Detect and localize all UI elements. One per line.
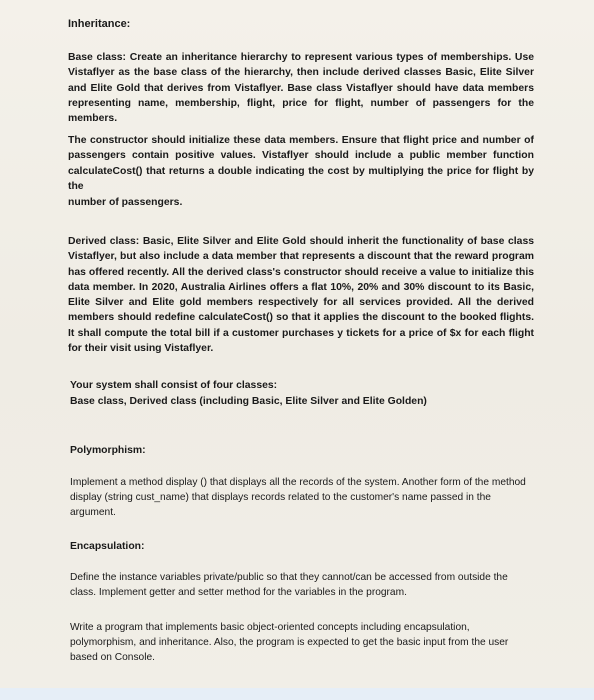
derived-class-paragraph	[68, 234, 534, 356]
derived-class-text: Basic, Elite Silver and Elite Gold should inherit the functionality of base class Vistaflyer, but also include a data member that represents a discount that the reward program has offered recently. All the derived class's constructor should receive a value to initialize this data member. In 2020, Australia Airlines offers a flat 10%, 20% and 30% discount to its Basic, Elite Silver and Elite gold members respectively for all services provided. All the derived members should redefine calculateCost() so that it applies the discount to the booked flights. It shall compute the total bill if a customer purchases y tickets for a price of $x for each flight for their visit using Vistaflyer.	[68, 236, 534, 355]
polymorphism-text: Implement a method display () that displays all the records of the system. Another form of the method display (string cust_name) that displays records related to the customer's name passed in the argument.	[70, 477, 526, 518]
derived-class-label: Derived class:	[68, 236, 140, 247]
page-title: Inheritance:	[68, 18, 131, 30]
system-line-1: Your system shall consist of four classes:	[70, 380, 278, 391]
base-class-paragraph	[68, 50, 534, 126]
passengers-line	[68, 195, 534, 210]
encapsulation-text: Define the instance variables private/public so that they cannot/can be accessed from outside the class. Implement getter and setter method for the variables in the program.	[70, 572, 508, 598]
constructor-paragraph	[68, 133, 534, 194]
passengers-text: number of passengers.	[68, 197, 183, 208]
encapsulation-heading: Encapsulation:	[70, 541, 145, 552]
constructor-text: The constructor should initialize these data members. Ensure that flight price and number of passengers contain positive values. Vistaflyer should include a public member function calculateCost() that returns a double indicating the cost by multiplying the price for flight by the	[68, 135, 534, 192]
system-line-2: Base class, Derived class (including Basic, Elite Silver and Elite Golden)	[70, 396, 427, 407]
bottom-edge	[0, 688, 594, 700]
base-class-label: Base class:	[68, 52, 127, 63]
polymorphism-heading: Polymorphism:	[70, 445, 146, 456]
closing-text: Write a program that implements basic object-oriented concepts including encapsulation, polymorphism, and inheritance. Also, the program is expected to get the basic input from the user based on Console.	[70, 622, 509, 663]
base-class-text: Create an inheritance hierarchy to represent various types of memberships. Use Vistaflyer as the base class of the hierarchy, then include derived classes Basic, Elite Silver and Elite Gold that derives from Vistaflyer. Base class Vistaflyer should have data members representing name, membership, flight, price for flight, number of passengers for the members.	[68, 52, 534, 125]
